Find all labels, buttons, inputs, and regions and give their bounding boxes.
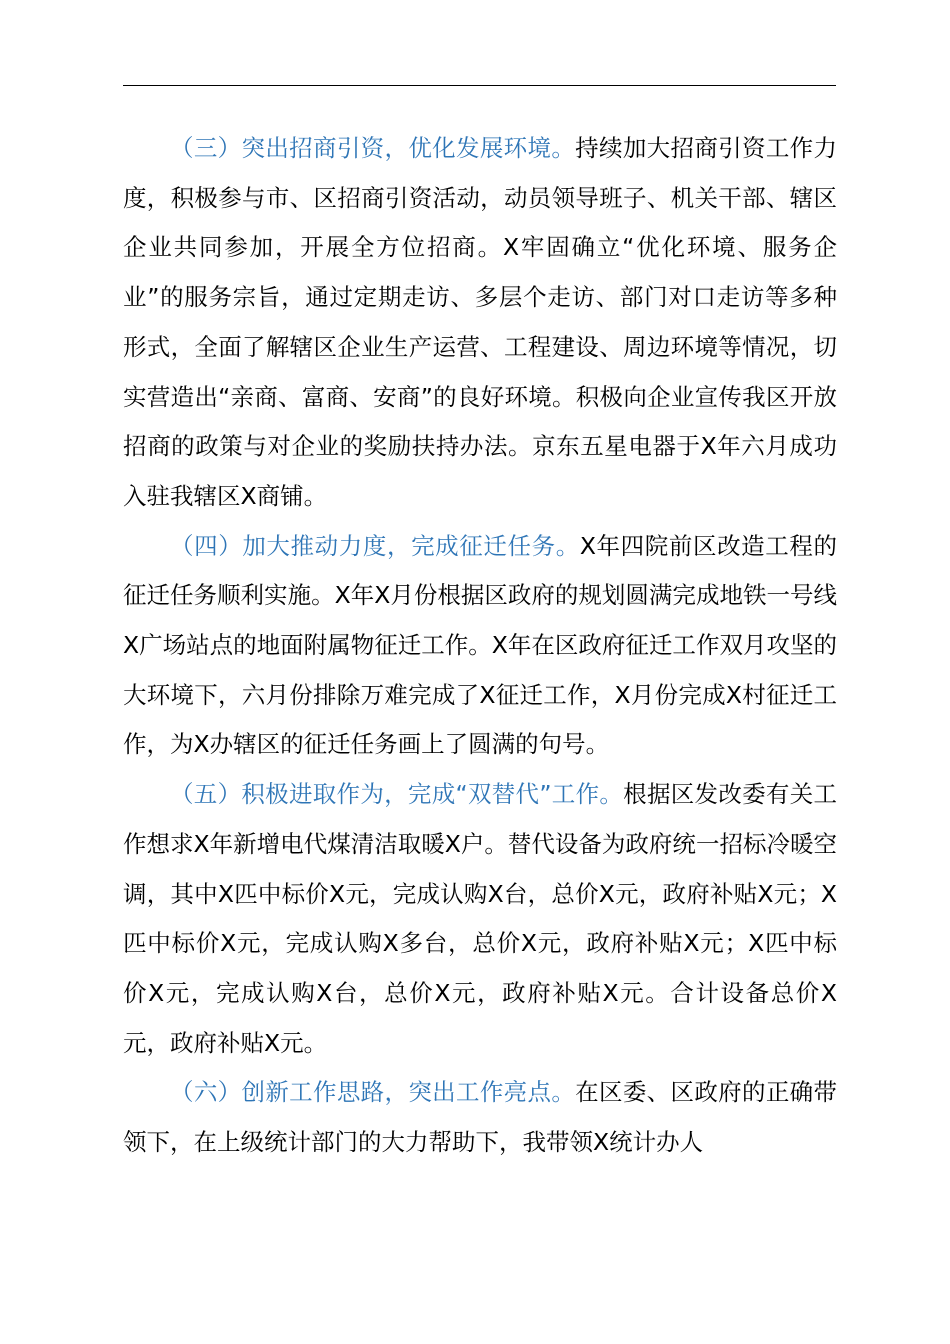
paragraph-section-5 <box>123 770 837 1068</box>
section-5-text: 根据区发改委有关工作想求X年新增电代煤清洁取暖X户。替代设备为政府统一招标冷暖空调，其中X匹中标价X元，完成认购X台，总价X元，政府补贴X元；X匹中标价X元，完成认购X多台，总价X元，政府补贴X元；X匹中标价X元，完成认购X台，总价X元，政府补贴X元。合计设备总价X元，政府补贴X元。 <box>123 780 837 1057</box>
paragraph-section-3 <box>123 124 837 522</box>
document-body <box>123 124 837 1168</box>
section-6-heading: （六）创新工作思路，突出工作亮点。 <box>170 1078 576 1107</box>
paragraph-section-4 <box>123 522 837 771</box>
paragraph-section-6 <box>123 1068 837 1167</box>
header-rule <box>123 85 836 86</box>
section-3-text: 持续加大招商引资工作力度，积极参与市、区招商引资活动，动员领导班子、机关干部、辖区企业共同参加，开展全方位招商。X牢固确立“优化环境、服务企业”的服务宗旨，通过定期走访、多层个走访、部门对口走访等多种形式，全面了解辖区企业生产运营、工程建设、周边环境等情况，切实营造出“亲商、富商、安商”的良好环境。积极向企业宣传我区开放招商的政策与对企业的奖励扶持办法。京东五星电器于X年六月成功入驻我辖区X商铺。 <box>123 134 838 510</box>
section-5-heading: （五）积极进取作为，完成“双替代”工作。 <box>170 780 624 809</box>
section-4-heading: （四）加大推动力度，完成征迁任务。 <box>170 531 580 560</box>
section-4-text: X年四院前区改造工程的征迁任务顺利实施。X年X月份根据区政府的规划圆满完成地铁一号线X广场站点的地面附属物征迁工作。X年在区政府征迁工作双月攻坚的大环境下，六月份排除万难完成了X征迁工作，X月份完成X村征迁工作，为X办辖区的征迁任务画上了圆满的句号。 <box>123 531 837 759</box>
section-3-heading: （三）突出招商引资，优化发展环境。 <box>170 134 576 162</box>
section-6-text: 在区委、区政府的正确带领下，在上级统计部门的大力帮助下，我带领X统计办人 <box>123 1078 838 1157</box>
